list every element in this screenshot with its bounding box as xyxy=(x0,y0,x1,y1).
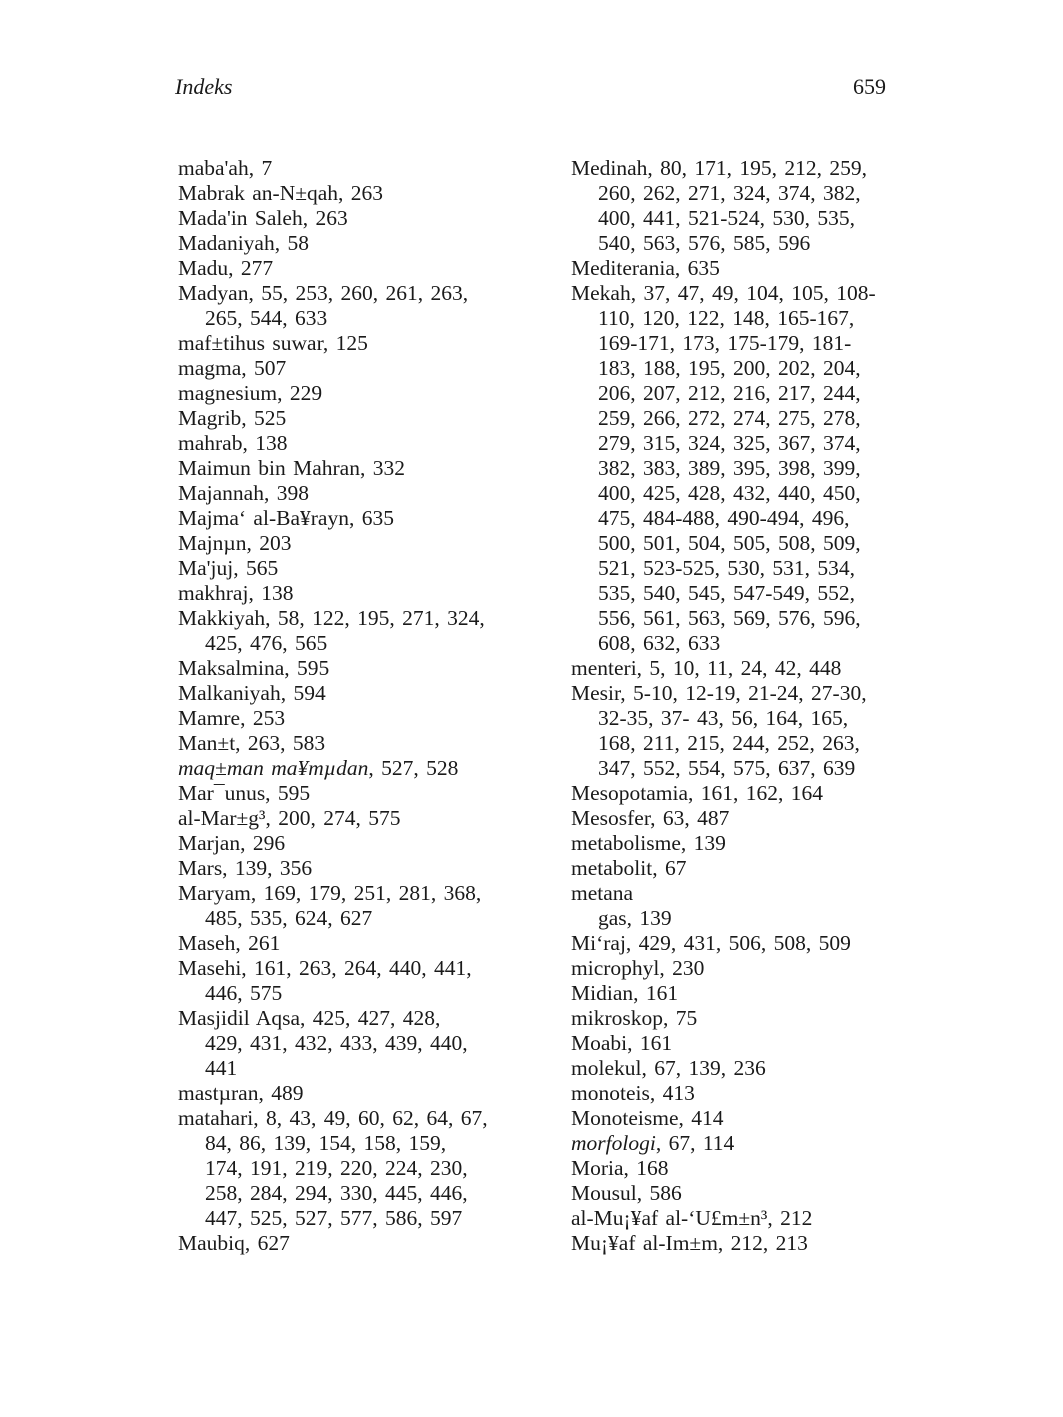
index-entry: Mediterania, 635 xyxy=(571,256,720,280)
index-entry: Maksalmina, 595 xyxy=(178,656,330,680)
index-entry: Masjidil Aqsa, 425, 427, 428, xyxy=(178,1006,441,1030)
index-entry-continuation: 485, 535, 624, 627 xyxy=(205,906,373,930)
index-entry: morfologi, 67, 114 xyxy=(571,1131,735,1155)
index-entry: Makkiyah, 58, 122, 195, 271, 324, xyxy=(178,606,485,630)
index-entry-continuation: 475, 484-488, 490-494, 496, xyxy=(598,506,850,530)
index-entry: Mousul, 586 xyxy=(571,1181,682,1205)
index-entry: magma, 507 xyxy=(178,356,287,380)
index-entry: Mu¡¥af al-Im±m, 212, 213 xyxy=(571,1231,808,1255)
index-entry: Midian, 161 xyxy=(571,981,679,1005)
index-entry-continuation: 206, 207, 212, 216, 217, 244, xyxy=(598,381,861,405)
index-entry: Malkaniyah, 594 xyxy=(178,681,326,705)
index-entry: mastµran, 489 xyxy=(178,1081,304,1105)
index-entry: Mi‘raj, 429, 431, 506, 508, 509 xyxy=(571,931,851,955)
index-entry: Mabrak an-N±qah, 263 xyxy=(178,181,384,205)
index-entry: Mekah, 37, 47, 49, 104, 105, 108- xyxy=(571,281,876,305)
index-entry-continuation: 446, 575 xyxy=(205,981,283,1005)
index-entry-continuation: 259, 266, 272, 274, 275, 278, xyxy=(598,406,861,430)
index-entry: maba'ah, 7 xyxy=(178,156,273,180)
index-entry-continuation: 441 xyxy=(205,1056,238,1080)
index-entry: Man±t, 263, 583 xyxy=(178,731,326,755)
index-entry: metabolit, 67 xyxy=(571,856,687,880)
index-entry: Masehi, 161, 263, 264, 440, 441, xyxy=(178,956,472,980)
index-entry: al-Mu¡¥af al-‘U£m±n³, 212 xyxy=(571,1206,813,1230)
index-entry-continuation: 183, 188, 195, 200, 202, 204, xyxy=(598,356,861,380)
index-entry: maq±man ma¥mµdan, 527, 528 xyxy=(178,756,459,780)
index-entry-continuation: 400, 441, 521-524, 530, 535, xyxy=(598,206,856,230)
index-entry: Mesosfer, 63, 487 xyxy=(571,806,730,830)
index-entry: Madaniyah, 58 xyxy=(178,231,309,255)
index-entry: maf±tihus suwar, 125 xyxy=(178,331,368,355)
index-entry: Majma‘ al-Ba¥rayn, 635 xyxy=(178,506,394,530)
index-entry: Maubiq, 627 xyxy=(178,1231,290,1255)
index-entry-continuation: 521, 523-525, 530, 531, 534, xyxy=(598,556,856,580)
index-entry: Maryam, 169, 179, 251, 281, 368, xyxy=(178,881,482,905)
index-entry: Monoteisme, 414 xyxy=(571,1106,724,1130)
index-entry-continuation: 540, 563, 576, 585, 596 xyxy=(598,231,811,255)
index-entry-continuation: 84, 86, 139, 154, 158, 159, xyxy=(205,1131,447,1155)
index-entry-continuation: 265, 544, 633 xyxy=(205,306,328,330)
index-entry: Maseh, 261 xyxy=(178,931,281,955)
index-entry: Mesir, 5-10, 12-19, 21-24, 27-30, xyxy=(571,681,867,705)
index-entry-continuation: 429, 431, 432, 433, 439, 440, xyxy=(205,1031,468,1055)
index-entry: Madu, 277 xyxy=(178,256,274,280)
index-column-right xyxy=(571,156,951,1256)
page-number: 659 xyxy=(853,74,886,99)
index-entry-continuation: 169-171, 173, 175-179, 181- xyxy=(598,331,852,355)
index-entry: Mars, 139, 356 xyxy=(178,856,313,880)
index-entry: mikroskop, 75 xyxy=(571,1006,698,1030)
index-entry: Medinah, 80, 171, 195, 212, 259, xyxy=(571,156,868,180)
index-entry: Mada'in Saleh, 263 xyxy=(178,206,348,230)
index-entry-continuation: 556, 561, 563, 569, 576, 596, xyxy=(598,606,861,630)
index-entry: microphyl, 230 xyxy=(571,956,705,980)
index-entry: makhraj, 138 xyxy=(178,581,294,605)
index-entry: Maimun bin Mahran, 332 xyxy=(178,456,405,480)
index-entry-continuation: 110, 120, 122, 148, 165-167, xyxy=(598,306,855,330)
index-entry: metana xyxy=(571,881,634,905)
index-entry-continuation: 32-35, 37- 43, 56, 164, 165, xyxy=(598,706,849,730)
index-entry-continuation: 347, 552, 554, 575, 637, 639 xyxy=(598,756,856,780)
index-entry: menteri, 5, 10, 11, 24, 42, 448 xyxy=(571,656,842,680)
index-entry: matahari, 8, 43, 49, 60, 62, 64, 67, xyxy=(178,1106,488,1130)
index-entry: Majannah, 398 xyxy=(178,481,309,505)
index-entry-continuation: 279, 315, 324, 325, 367, 374, xyxy=(598,431,861,455)
index-entry: Moabi, 161 xyxy=(571,1031,673,1055)
index-entry-continuation: 174, 191, 219, 220, 224, 230, xyxy=(205,1156,468,1180)
index-entry: molekul, 67, 139, 236 xyxy=(571,1056,766,1080)
index-entry-continuation: 608, 632, 633 xyxy=(598,631,721,655)
index-entry-continuation: gas, 139 xyxy=(598,906,672,930)
index-entry: Ma'juj, 565 xyxy=(178,556,279,580)
index-entry: mahrab, 138 xyxy=(178,431,288,455)
index-entry-continuation: 168, 211, 215, 244, 252, 263, xyxy=(598,731,860,755)
index-entry: Mar¯unus, 595 xyxy=(178,781,311,805)
index-entry: Mesopotamia, 161, 162, 164 xyxy=(571,781,824,805)
index-entry-continuation: 425, 476, 565 xyxy=(205,631,328,655)
index-entry: Marjan, 296 xyxy=(178,831,286,855)
index-entry: Mamre, 253 xyxy=(178,706,286,730)
page-header-title: Indeks xyxy=(175,74,233,99)
index-entry: Magrib, 525 xyxy=(178,406,287,430)
index-entry-continuation: 260, 262, 271, 324, 374, 382, xyxy=(598,181,861,205)
index-entry: Moria, 168 xyxy=(571,1156,669,1180)
index-entry-continuation: 535, 540, 545, 547-549, 552, xyxy=(598,581,856,605)
index-column-left xyxy=(178,156,548,1256)
index-entry-continuation: 400, 425, 428, 432, 440, 450, xyxy=(598,481,861,505)
index-entry: Madyan, 55, 253, 260, 261, 263, xyxy=(178,281,469,305)
running-header xyxy=(175,74,886,102)
index-entry-continuation: 382, 383, 389, 395, 398, 399, xyxy=(598,456,861,480)
index-entry: magnesium, 229 xyxy=(178,381,323,405)
index-entry-continuation: 258, 284, 294, 330, 445, 446, xyxy=(205,1181,468,1205)
index-entry-continuation: 500, 501, 504, 505, 508, 509, xyxy=(598,531,861,555)
index-entry: al-Mar±g³, 200, 274, 575 xyxy=(178,806,401,830)
index-entry: monoteis, 413 xyxy=(571,1081,695,1105)
index-entry: Majnµn, 203 xyxy=(178,531,292,555)
index-entry-continuation: 447, 525, 527, 577, 586, 597 xyxy=(205,1206,463,1230)
index-entry: metabolisme, 139 xyxy=(571,831,726,855)
